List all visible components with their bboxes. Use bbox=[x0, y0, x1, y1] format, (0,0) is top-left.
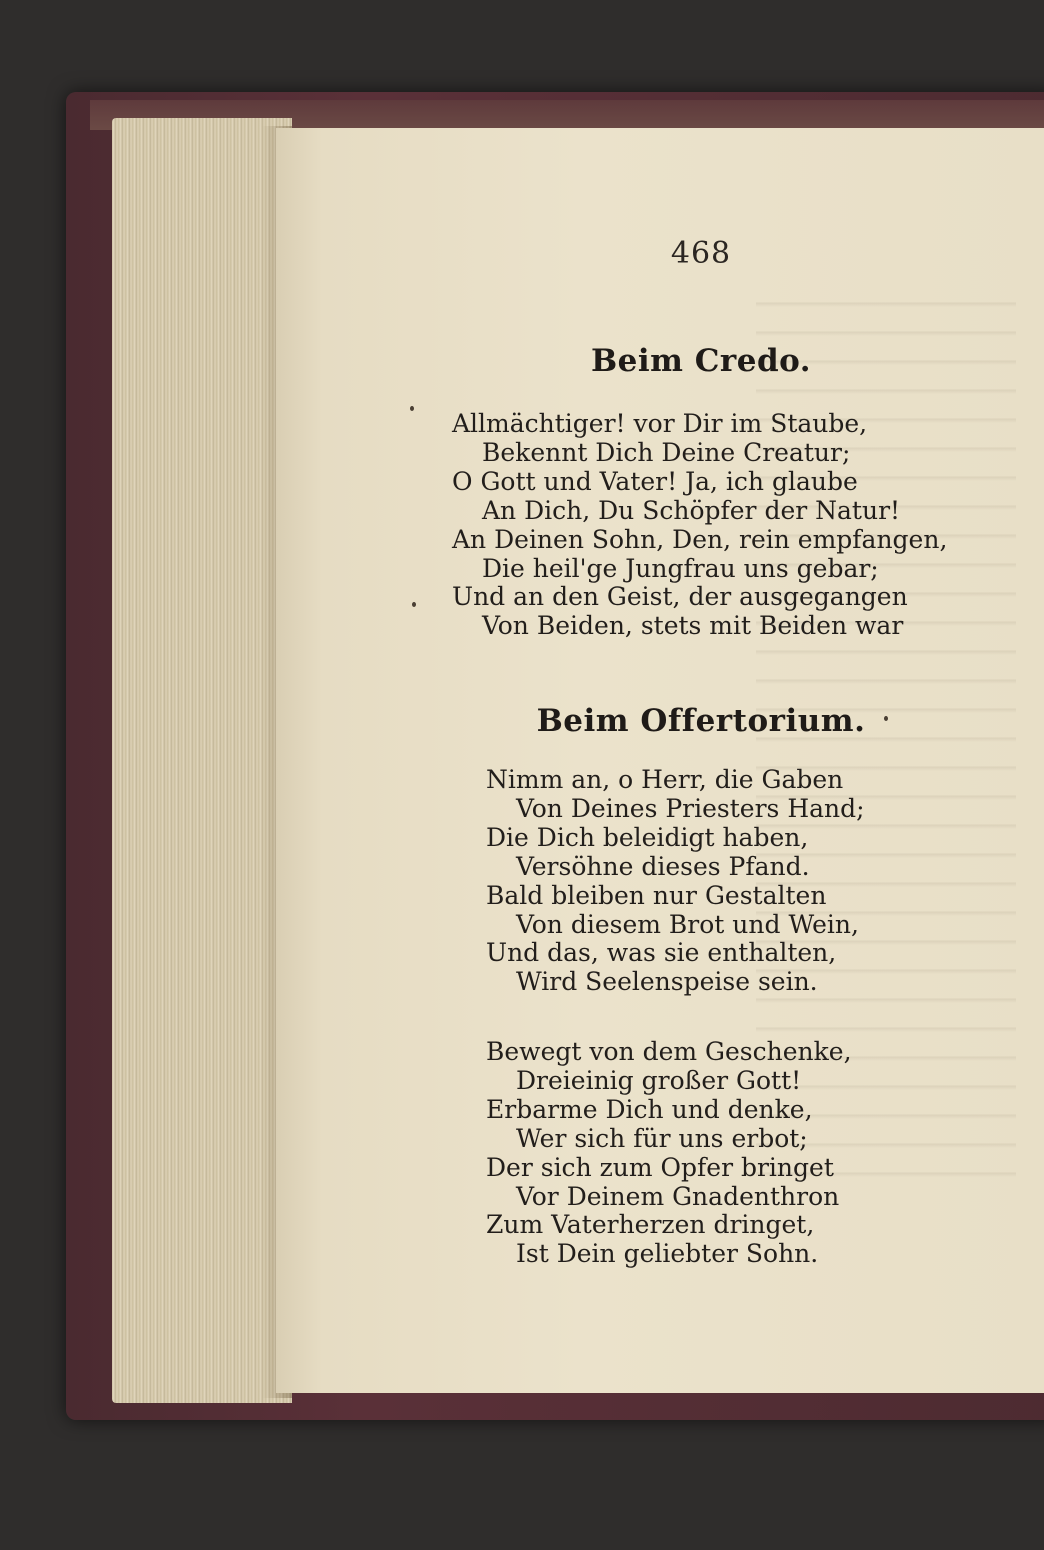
verse-line: Dreieinig großer Gott! bbox=[516, 1065, 802, 1095]
verse-line: Zum Vaterherzen dringet, bbox=[486, 1210, 815, 1240]
heading-offertorium: Beim Offertorium. bbox=[536, 703, 866, 739]
stanza-offertorium-1 bbox=[486, 766, 865, 997]
paper-speck bbox=[410, 406, 414, 411]
verse-line: Bewegt von dem Geschenke, bbox=[486, 1037, 852, 1066]
verse-line: Und das, was sie enthalten, bbox=[486, 938, 837, 968]
verse-line: Versöhne dieses Pfand. bbox=[516, 851, 810, 881]
verse-line: Die Dich beleidigt haben, bbox=[486, 822, 809, 852]
verse-line: Wer sich für uns erbot; bbox=[516, 1123, 808, 1153]
verse-line: Bald bleiben nur Gestalten bbox=[486, 880, 827, 910]
verse-line: Die heil'ge Jungfrau uns gebar; bbox=[482, 553, 879, 583]
page-number: 468 bbox=[670, 236, 732, 271]
heading-credo: Beim Credo. bbox=[590, 343, 812, 379]
paper-speck bbox=[884, 716, 888, 721]
verse-line: Von diesem Brot und Wein, bbox=[516, 909, 859, 939]
verse-line: Nimm an, o Herr, die Gaben bbox=[486, 765, 844, 794]
book-page bbox=[276, 128, 1044, 1393]
verse-line: An Dich, Du Schöpfer der Natur! bbox=[482, 495, 901, 525]
verse-line: Von Deines Priesters Hand; bbox=[516, 793, 865, 823]
verse-line: Und an den Geist, der ausgegangen bbox=[452, 582, 908, 612]
stanza-offertorium-2 bbox=[486, 1038, 852, 1269]
verse-line: Von Beiden, stets mit Beiden war bbox=[482, 611, 904, 641]
verse-line: Allmächtiger! vor Dir im Staube, bbox=[452, 409, 868, 438]
verse-line: Bekennt Dich Deine Creatur; bbox=[482, 437, 851, 467]
verse-line: Der sich zum Opfer bringet bbox=[486, 1152, 834, 1182]
verse-line: An Deinen Sohn, Den, rein empfangen, bbox=[452, 524, 948, 554]
verse-line: Wird Seelenspeise sein. bbox=[516, 967, 818, 997]
stanza-credo bbox=[452, 410, 947, 641]
verse-line: Erbarme Dich und denke, bbox=[486, 1094, 813, 1124]
verse-line: O Gott und Vater! Ja, ich glaube bbox=[452, 466, 858, 496]
paper-speck bbox=[412, 602, 416, 607]
verse-line: Vor Deinem Gnadenthron bbox=[516, 1181, 840, 1211]
verse-line: Ist Dein geliebter Sohn. bbox=[516, 1239, 819, 1269]
